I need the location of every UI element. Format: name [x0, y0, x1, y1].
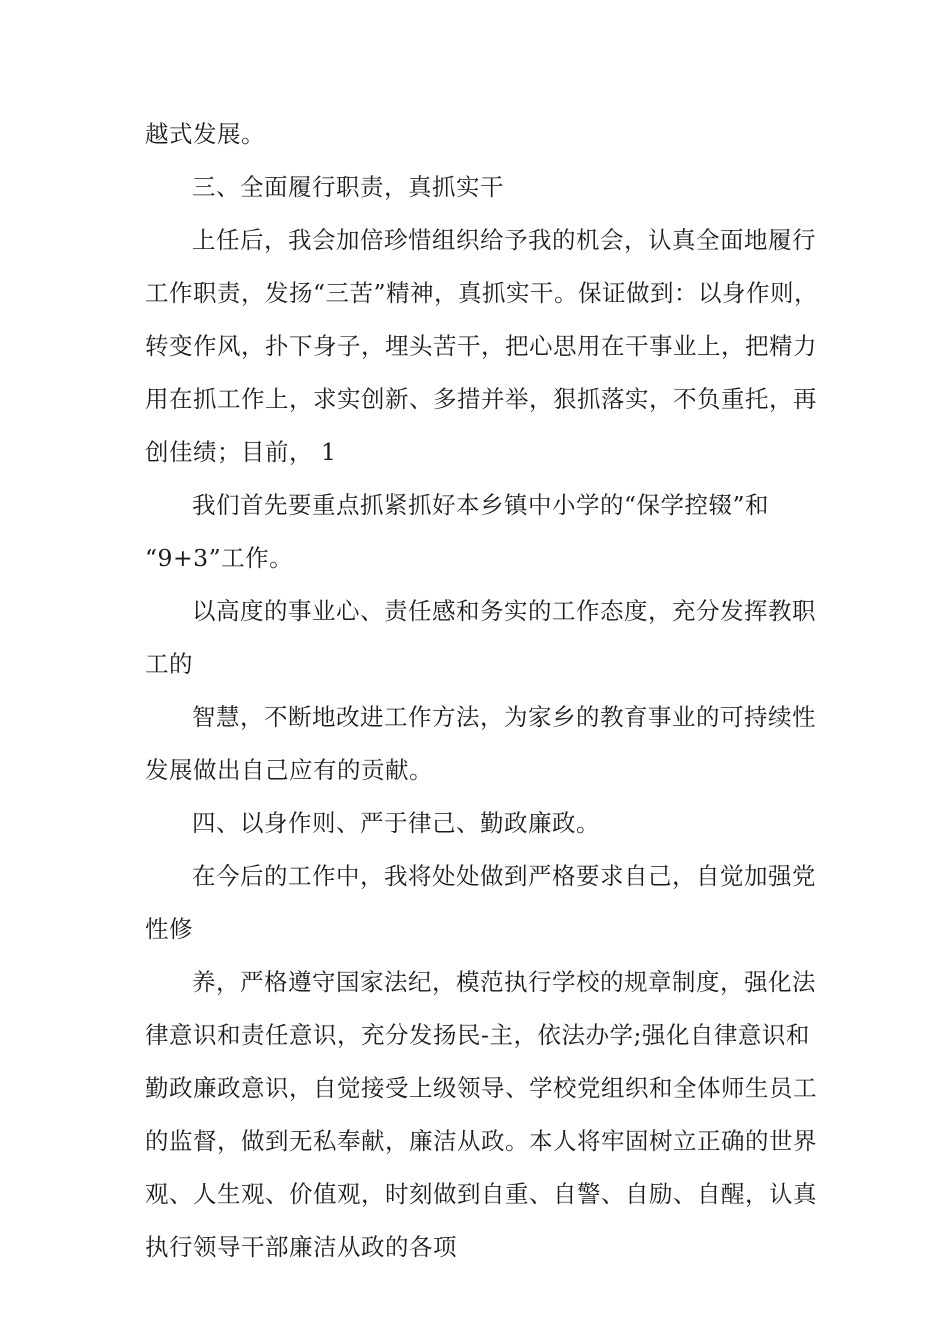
text-line: 智慧，不断地改进工作方法，为家乡的教育事业的可持续性 — [192, 703, 816, 731]
text-line: 三、全面履行职责，真抓实干 — [192, 173, 504, 201]
document-body — [145, 108, 819, 1274]
text-line: 我们首先要重点抓紧抓好本乡镇中小学的“保学控辍”和 — [192, 491, 770, 519]
text-line: 观、人生观、价值观，时刻做到自重、自警、自励、自醒，认真 — [145, 1180, 817, 1208]
text-line: 在今后的工作中，我将处处做到严格要求自己，自觉加强党 — [192, 862, 816, 890]
text-line: “9+3”工作。 — [145, 544, 294, 572]
text-line: 养，严格遵守国家法纪，模范执行学校的规章制度，强化法 — [192, 968, 816, 996]
text-line: 性修 — [145, 915, 193, 943]
text-line: 勤政廉政意识，自觉接受上级领导、学校党组织和全体师生员工 — [145, 1074, 817, 1102]
text-line: 以高度的事业心、责任感和务实的工作态度，充分发挥教职 — [192, 597, 816, 625]
text-line: 用在抓工作上，求实创新、多措并举，狠抓落实，不负重托，再 — [145, 385, 817, 413]
text-line: 四、以身作则、严于律己、勤政廉政。 — [192, 809, 600, 837]
text-line: 的监督，做到无私奉献，廉洁从政。本人将牢固树立正确的世界 — [145, 1127, 817, 1155]
text-line: 越式发展。 — [145, 120, 265, 148]
text-line: 创佳绩；目前， 1 — [145, 438, 337, 466]
text-line: 转变作风，扑下身子，埋头苦干，把心思用在干事业上，把精力 — [145, 332, 817, 360]
text-line: 上任后，我会加倍珍惜组织给予我的机会，认真全面地履行 — [192, 226, 816, 254]
text-line: 律意识和责任意识，充分发扬民-主，依法办学;强化自律意识和 — [145, 1021, 810, 1049]
text-line: 工的 — [145, 650, 193, 678]
text-line: 执行领导干部廉洁从政的各项 — [145, 1233, 457, 1261]
text-line: 工作职责，发扬“三苦”精神，真抓实干。保证做到：以身作则， — [145, 279, 819, 307]
text-line: 发展做出自己应有的贡献。 — [145, 756, 433, 784]
